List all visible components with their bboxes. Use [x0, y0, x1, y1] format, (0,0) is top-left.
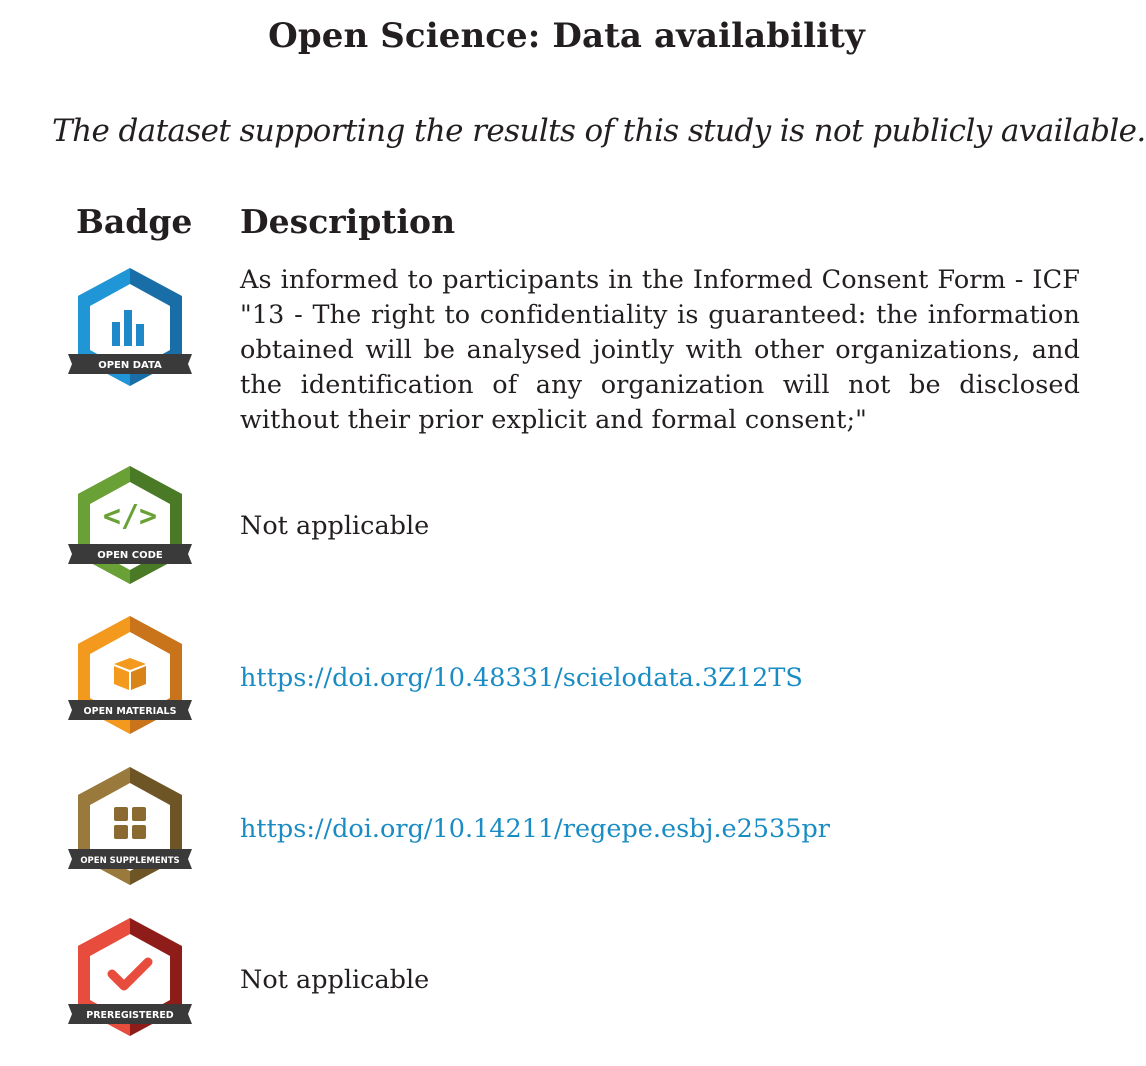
description-column-header: Description — [240, 202, 456, 241]
open-data-label: OPEN DATA — [98, 360, 162, 371]
open-materials-badge — [68, 614, 192, 738]
code-brackets-icon — [68, 464, 192, 588]
materials-doi-link[interactable]: https://doi.org/10.48331/scielodata.3Z12TS — [240, 663, 803, 693]
open-supplements-link[interactable] — [240, 812, 830, 847]
page-title: Open Science: Data availability — [268, 16, 865, 56]
open-code-description: Not applicable — [240, 511, 430, 541]
open-code-badge — [68, 464, 192, 588]
open-supplements-badge — [68, 765, 192, 889]
svg-text:</>: </> — [102, 499, 158, 534]
open-data-description: As informed to participants in the Informed Consent Form - ICF "13 - The right to confidentiality is guaranteed: the information obtained will be analysed jointly with other organizations, and the identification of any organization will not be disclosed without their prior explicit and formal consent;" — [240, 265, 1080, 435]
checkmark-icon — [68, 916, 192, 1040]
open-code-label: OPEN CODE — [97, 550, 163, 561]
preregistered-label: PREREGISTERED — [86, 1010, 174, 1021]
preregistered-description: Not applicable — [240, 965, 430, 995]
badge-column-header: Badge — [76, 202, 193, 241]
open-materials-label: OPEN MATERIALS — [83, 706, 177, 717]
box-icon — [68, 614, 192, 738]
bar-chart-icon — [68, 266, 192, 390]
preregistered-badge — [68, 916, 192, 1040]
open-materials-link[interactable] — [240, 661, 803, 696]
open-supplements-label: OPEN SUPPLEMENTS — [80, 856, 180, 866]
availability-statement: The dataset supporting the results of this study is not publicly available. — [52, 113, 1146, 149]
open-data-badge — [68, 266, 192, 390]
grid-squares-icon — [68, 765, 192, 889]
supplements-doi-link[interactable]: https://doi.org/10.14211/regepe.esbj.e2535pr — [240, 814, 830, 844]
